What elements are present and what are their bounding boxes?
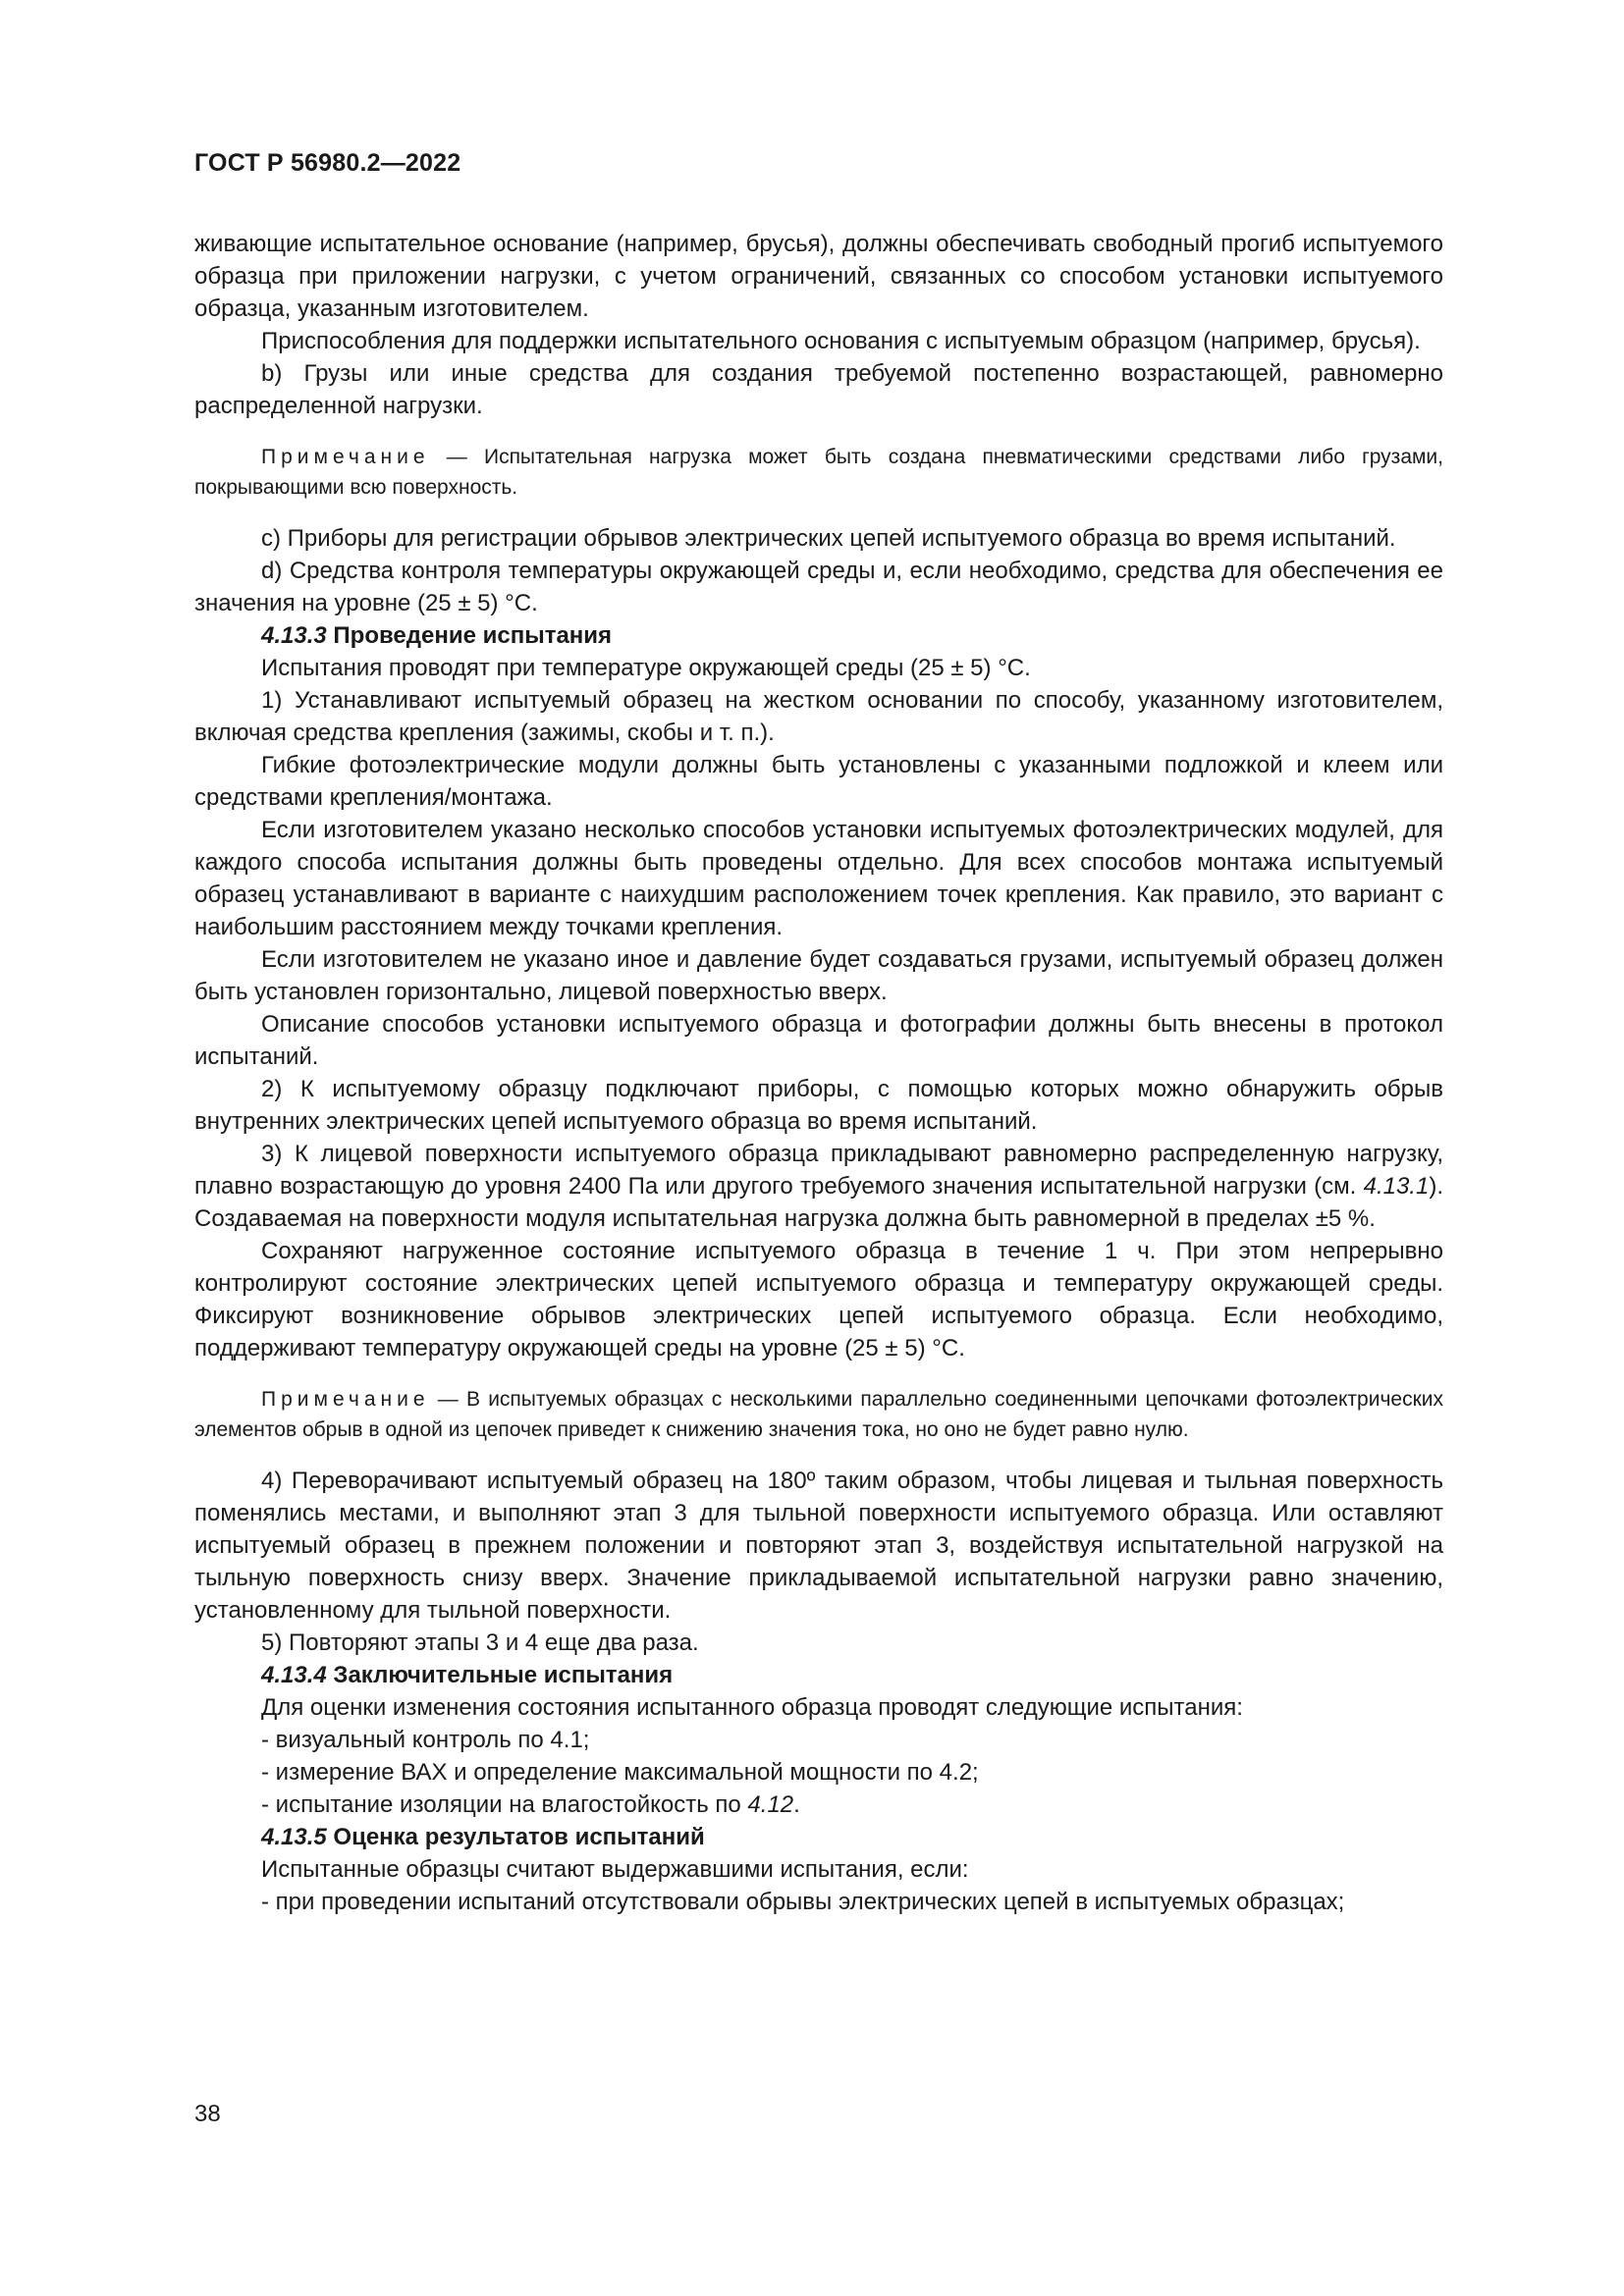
page-number: 38 (194, 2101, 221, 2127)
paragraph-text: 3) К лицевой поверхности испытуемого образца прикладывают равномерно распределенную нагрузку, плавно возрастающую до уровня 2400 Па или другого требуемого значения испытательной нагрузки (см. (194, 1141, 1443, 1200)
list-item: - измерение ВАХ и определение максимальной мощности по 4.2; (261, 1759, 979, 1786)
paragraph: 2) К испытуемому образцу подключают приборы, с помощью которых можно обнаружить обрыв внутренних электрических цепей испытуемого образца во время испытаний. (194, 1076, 1443, 1135)
list-item: - при проведении испытаний отсутствовали обрывы электрических цепей в испытуемых образцах; (261, 1889, 1345, 1915)
note-text: — В испытуемых образцах с несколькими параллельно соединенными цепочками фотоэлектрических элементов обрыв в одной из цепочек приведет к снижению значения тока, но оно не будет равно нулю. (194, 1388, 1443, 1441)
paragraph: b) Грузы или иные средства для создания требуемой постепенно возрастающей, равномерно распределенной нагрузки. (194, 360, 1443, 419)
paragraph: 4) Переворачивают испытуемый образец на 180º таким образом, чтобы лицевая и тыльная поверхность поменялись местами, и выполняют этап 3 для тыльной поверхности испытуемого образца. Или оставляют испытуемый образец в прежнем положении и повторяют этап 3, воздействуя испытательной нагрузкой на тыльную поверхность снизу вверх. Значение прикладываемой испытательной нагрузки равно значению, установленному для тыльной поверхности. (194, 1468, 1443, 1624)
section-title: Оценка результатов испытаний (326, 1824, 705, 1850)
paragraph: Испытанные образцы считают выдержавшими испытания, если: (261, 1856, 969, 1883)
cross-reference: 4.13.1 (1363, 1173, 1430, 1200)
paragraph: Испытания проводят при температуре окружающей среды (25 ± 5) °С. (261, 655, 1031, 681)
paragraph: Если изготовителем указано несколько способов установки испытуемых фотоэлектрических модулей, для каждого способа испытания должны быть проведены отдельно. Для всех способов монтажа испытуемый образец устанавливают в варианте с наихудшим расположением точек крепления. Как правило, это вариант с наибольшим расстоянием между точками крепления. (194, 817, 1443, 940)
paragraph: живающие испытательное основание (например, брусья), должны обеспечивать свободный прогиб испытуемого образца при приложении нагрузки, с учетом ограничений, связанных со способом установки испытуемого образца, указанным изготовителем. (194, 231, 1443, 322)
paragraph (194, 1138, 1443, 1235)
section-title: Заключительные испытания (326, 1662, 674, 1688)
section-number: 4.13.5 (261, 1824, 327, 1850)
paragraph: c) Приборы для регистрации обрывов электрических цепей испытуемого образца во время испытаний. (261, 525, 1396, 552)
paragraph: d) Средства контроля температуры окружающей среды и, если необходимо, средства для обеспечения ее значения на уровне (25 ± 5) °С. (194, 558, 1443, 616)
note (194, 442, 1443, 503)
paragraph: Приспособления для поддержки испытательного основания с испытуемым образцом (например, брусья). (261, 328, 1421, 354)
paragraph: Описание способов установки испытуемого образца и фотографии должны быть внесены в протокол испытаний. (194, 1011, 1443, 1070)
section-number: 4.13.3 (261, 622, 327, 649)
list-item (261, 1789, 1443, 1821)
note-label: Примечание (261, 1388, 430, 1411)
section-number: 4.13.4 (261, 1662, 327, 1688)
note-text: — Испытательная нагрузка может быть создана пневматическими средствами либо грузами, покрывающими всю поверхность. (194, 446, 1443, 499)
paragraph: Сохраняют нагруженное состояние испытуемого образца в течение 1 ч. При этом непрерывно контролируют состояние электрических цепей испытуемого образца и температуру окружающей среды. Фиксируют возникновение обрывов электрических цепей испытуемого образца. Если необходимо, поддерживают температуру окружающей среды на уровне (25 ± 5) °С. (194, 1238, 1443, 1362)
paragraph: Если изготовителем не указано иное и давление будет создаваться грузами, испытуемый образец должен быть установлен горизонтально, лицевой поверхностью вверх. (194, 946, 1443, 1005)
section-heading (194, 1659, 1443, 1691)
paragraph: Для оценки изменения состояния испытанного образца проводят следующие испытания: (261, 1694, 1243, 1721)
paragraph: 5) Повторяют этапы 3 и 4 еще два раза. (261, 1629, 699, 1656)
document-body (194, 228, 1443, 1918)
paragraph: 1) Устанавливают испытуемый образец на жестком основании по способу, указанному изготовителем, включая средства крепления (зажимы, скобы и т. п.). (194, 687, 1443, 746)
section-heading (194, 1821, 1443, 1853)
list-item-text: - испытание изоляции на влагостойкость по (261, 1791, 748, 1818)
cross-reference: 4.12 (747, 1791, 794, 1818)
list-item: - визуальный контроль по 4.1; (261, 1727, 590, 1753)
paragraph-text: ). Создаваемая на поверхности модуля испытательная нагрузка должна быть равномерной в пределах ±5 %. (194, 1173, 1443, 1232)
note-label: Примечание (261, 446, 430, 468)
note (194, 1384, 1443, 1445)
section-title: Проведение испытания (326, 622, 613, 649)
paragraph: Гибкие фотоэлектрические модули должны быть установлены с указанными подложкой и клеем или средствами крепления/монтажа. (194, 752, 1443, 811)
document-header: ГОСТ Р 56980.2—2022 (194, 149, 461, 177)
section-heading (194, 619, 1443, 652)
list-item-text: . (793, 1791, 800, 1818)
